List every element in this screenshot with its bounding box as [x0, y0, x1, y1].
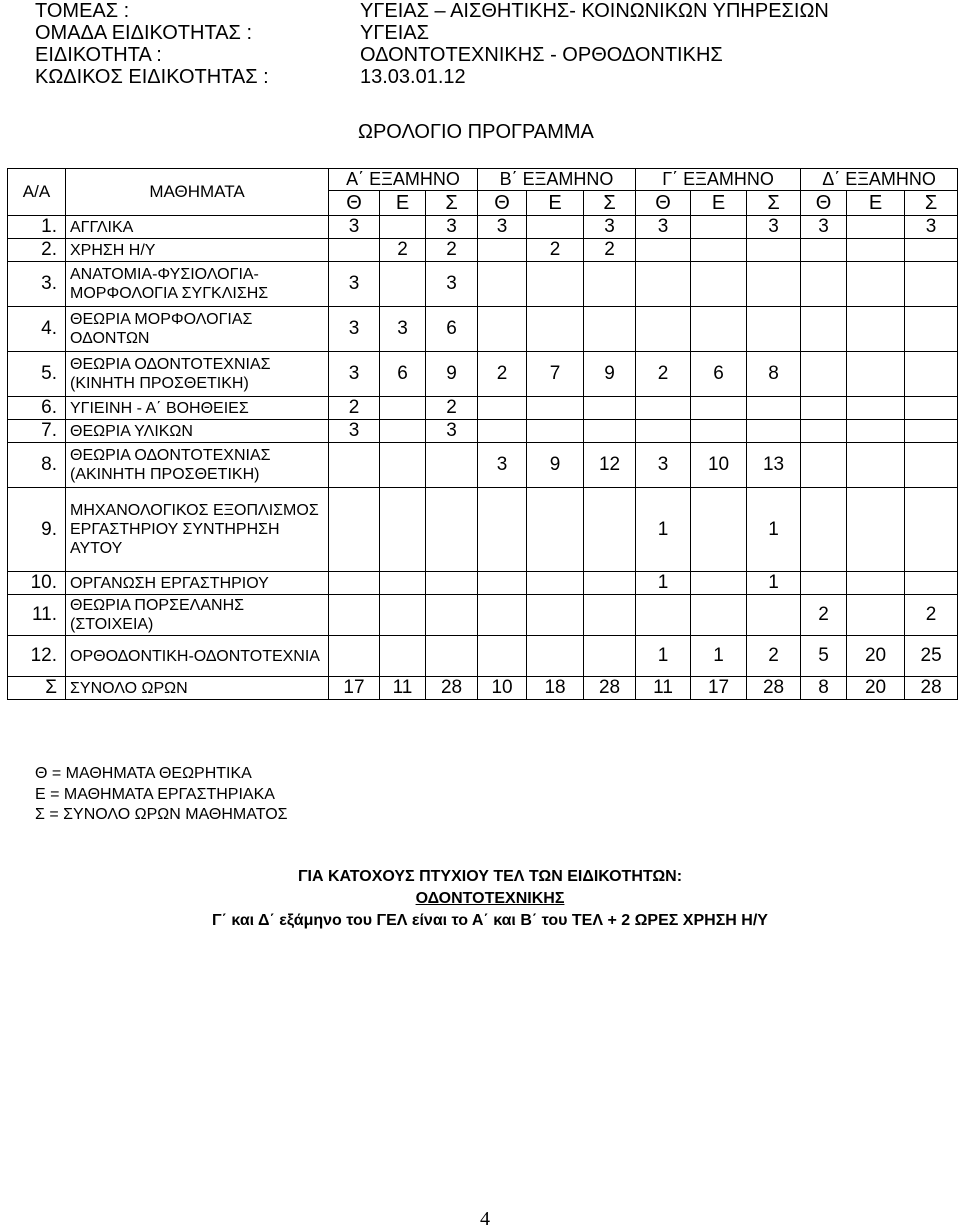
- schedule-table: [7, 168, 958, 700]
- hours-cell: [380, 636, 426, 677]
- hours-cell: 2: [905, 595, 958, 636]
- hours-cell: 2: [426, 397, 478, 420]
- hours-cell: [527, 420, 584, 443]
- hours-cell: [527, 636, 584, 677]
- header-value: ΥΓΕΙΑΣ – ΑΙΣΘΗΤΙΚΗΣ- ΚΟΙΝΩΝΙΚΩΝ ΥΠΗΡΕΣΙΩΝ: [360, 0, 829, 22]
- hours-cell: [380, 488, 426, 572]
- subheader-cell: Σ: [426, 191, 478, 216]
- subject-cell: ΣΥΝΟΛΟ ΩΡΩΝ: [66, 677, 329, 700]
- table-row: [8, 216, 958, 239]
- hours-cell: 3: [329, 216, 380, 239]
- hours-cell: [636, 239, 691, 262]
- hours-cell: [380, 262, 426, 307]
- hours-cell: 2: [478, 352, 527, 397]
- hours-cell: [478, 595, 527, 636]
- row-number: 9.: [8, 488, 66, 572]
- subject-cell: ΘΕΩΡΙΑ ΜΟΡΦΟΛΟΓΙΑΣ ΟΔΟΝΤΩΝ: [66, 307, 329, 352]
- hours-cell: 12: [584, 443, 636, 488]
- header-label: ΕΙΔΙΚΟΤΗΤΑ :: [35, 44, 162, 66]
- subheader-cell: Σ: [747, 191, 801, 216]
- hours-cell: 6: [691, 352, 747, 397]
- subject-cell: ΘΕΩΡΙΑ ΟΔΟΝΤΟΤΕΧΝΙΑΣ (ΑΚΙΝΗΤΗ ΠΡΟΣΘΕΤΙΚΗ): [66, 443, 329, 488]
- semester-header: Δ΄ ΕΞΑΜΗΝΟ: [801, 169, 958, 191]
- header-value: ΟΔΟΝΤΟΤΕΧΝΙΚΗΣ - ΟΡΘΟΔΟΝΤΙΚΗΣ: [360, 44, 723, 66]
- header-label: ΟΜΑΔΑ ΕΙΔΙΚΟΤΗΤΑΣ :: [35, 22, 253, 44]
- hours-cell: [329, 636, 380, 677]
- col-header-subjects: ΜΑΘΗΜΑΤΑ: [66, 169, 329, 216]
- header-label: ΚΩΔΙΚΟΣ ΕΙΔΙΚΟΤΗΤΑΣ :: [35, 66, 269, 88]
- document-header: [35, 0, 829, 88]
- hours-cell: 3: [584, 216, 636, 239]
- hours-cell: [801, 572, 847, 595]
- legend: [35, 764, 288, 826]
- hours-cell: 1: [747, 488, 801, 572]
- hours-cell: 3: [636, 443, 691, 488]
- hours-cell: [380, 397, 426, 420]
- row-number: 12.: [8, 636, 66, 677]
- hours-cell: [584, 636, 636, 677]
- hours-cell: 1: [636, 488, 691, 572]
- hours-cell: [527, 216, 584, 239]
- hours-cell: 3: [329, 420, 380, 443]
- hours-cell: 28: [747, 677, 801, 700]
- hours-cell: [329, 572, 380, 595]
- subject-cell: ΑΝΑΤΟΜΙΑ-ΦΥΣΙΟΛΟΓΙΑ-ΜΟΡΦΟΛΟΓΙΑ ΣΥΓΚΛΙΣΗΣ: [66, 262, 329, 307]
- table-row: [8, 307, 958, 352]
- hours-cell: 6: [380, 352, 426, 397]
- hours-cell: [527, 262, 584, 307]
- hours-cell: [747, 397, 801, 420]
- hours-cell: [584, 488, 636, 572]
- hours-cell: [380, 216, 426, 239]
- table-row: [8, 239, 958, 262]
- hours-cell: [691, 397, 747, 420]
- hours-cell: 5: [801, 636, 847, 677]
- subheader-cell: Ε: [691, 191, 747, 216]
- legend-item: Ε = ΜΑΘΗΜΑΤΑ ΕΡΓΑΣΤΗΡΙΑΚΑ: [35, 785, 275, 803]
- table-row: [8, 488, 958, 572]
- subject-cell: ΑΓΓΛΙΚΑ: [66, 216, 329, 239]
- hours-cell: 3: [329, 307, 380, 352]
- hours-cell: [801, 262, 847, 307]
- hours-cell: [426, 488, 478, 572]
- hours-cell: [747, 595, 801, 636]
- hours-cell: [527, 397, 584, 420]
- hours-cell: [636, 307, 691, 352]
- hours-cell: [801, 420, 847, 443]
- hours-cell: 11: [380, 677, 426, 700]
- hours-cell: 1: [747, 572, 801, 595]
- hours-cell: [527, 307, 584, 352]
- subheader-cell: Σ: [584, 191, 636, 216]
- row-number: 8.: [8, 443, 66, 488]
- hours-cell: [380, 572, 426, 595]
- hours-cell: [426, 443, 478, 488]
- subject-cell: ΘΕΩΡΙΑ ΟΔΟΝΤΟΤΕΧΝΙΑΣ (ΚΙΝΗΤΗ ΠΡΟΣΘΕΤΙΚΗ): [66, 352, 329, 397]
- footnote-line: ΟΔΟΝΤΟΤΕΧΝΙΚΗΣ: [415, 890, 565, 907]
- hours-cell: 13: [747, 443, 801, 488]
- hours-cell: [584, 397, 636, 420]
- hours-cell: [847, 307, 905, 352]
- hours-cell: [691, 572, 747, 595]
- hours-cell: 28: [905, 677, 958, 700]
- legend-item: Θ = ΜΑΘΗΜΑΤΑ ΘΕΩΡΗΤΙΚΑ: [35, 765, 252, 782]
- row-number: 5.: [8, 352, 66, 397]
- hours-cell: [478, 307, 527, 352]
- hours-cell: [801, 307, 847, 352]
- header-row-group: [35, 22, 829, 44]
- hours-cell: [691, 239, 747, 262]
- hours-cell: 8: [801, 677, 847, 700]
- hours-cell: [478, 420, 527, 443]
- subheader-cell: Ε: [527, 191, 584, 216]
- hours-cell: [329, 443, 380, 488]
- subheader-cell: Θ: [636, 191, 691, 216]
- hours-cell: [691, 488, 747, 572]
- hours-cell: [478, 239, 527, 262]
- hours-cell: [847, 216, 905, 239]
- page-title: ΩΡΟΛΟΓΙΟ ΠΡΟΓΡΑΜΜΑ: [358, 121, 594, 143]
- hours-cell: 3: [426, 420, 478, 443]
- row-number: 3.: [8, 262, 66, 307]
- hours-cell: 3: [801, 216, 847, 239]
- hours-cell: [847, 262, 905, 307]
- hours-cell: [691, 262, 747, 307]
- hours-cell: [847, 572, 905, 595]
- hours-cell: [905, 397, 958, 420]
- hours-cell: [905, 488, 958, 572]
- hours-cell: 20: [847, 677, 905, 700]
- semester-header: Γ΄ ΕΞΑΜΗΝΟ: [636, 169, 801, 191]
- subject-cell: ΘΕΩΡΙΑ ΥΛΙΚΩΝ: [66, 420, 329, 443]
- hours-cell: [691, 307, 747, 352]
- hours-cell: [905, 352, 958, 397]
- hours-cell: [527, 595, 584, 636]
- hours-cell: 8: [747, 352, 801, 397]
- hours-cell: [691, 420, 747, 443]
- hours-cell: 2: [329, 397, 380, 420]
- subject-cell: ΟΡΘΟΔΟΝΤΙΚΗ-ΟΔΟΝΤΟΤΕΧΝΙΑ: [66, 636, 329, 677]
- semester-header: Β΄ ΕΞΑΜΗΝΟ: [478, 169, 636, 191]
- hours-cell: [478, 572, 527, 595]
- hours-cell: 2: [380, 239, 426, 262]
- col-header-aa: Α/Α: [8, 169, 66, 216]
- hours-cell: 3: [426, 262, 478, 307]
- table-row: [8, 443, 958, 488]
- subheader-cell: Ε: [380, 191, 426, 216]
- footnote-line: ΓΙΑ ΚΑΤΟΧΟΥΣ ΠΤΥΧΙΟΥ ΤΕΛ ΤΩΝ ΕΙΔΙΚΟΤΗΤΩΝ:: [297, 868, 683, 885]
- hours-cell: [380, 595, 426, 636]
- hours-cell: [905, 307, 958, 352]
- hours-cell: [747, 262, 801, 307]
- subheader-cell: Θ: [329, 191, 380, 216]
- table-header-row: [8, 169, 958, 191]
- row-number: 4.: [8, 307, 66, 352]
- row-number: 1.: [8, 216, 66, 239]
- hours-cell: [426, 595, 478, 636]
- hours-cell: 3: [329, 262, 380, 307]
- hours-cell: [636, 420, 691, 443]
- header-label: ΤΟΜΕΑΣ :: [35, 0, 130, 22]
- hours-cell: [426, 572, 478, 595]
- hours-cell: [380, 420, 426, 443]
- hours-cell: 9: [527, 443, 584, 488]
- subject-cell: ΧΡΗΣΗ Η/Υ: [66, 239, 329, 262]
- subject-cell: ΘΕΩΡΙΑ ΠΟΡΣΕΛΑΝΗΣ (ΣΤΟΙΧΕΙΑ): [66, 595, 329, 636]
- hours-cell: [527, 488, 584, 572]
- hours-cell: [329, 595, 380, 636]
- hours-cell: [584, 262, 636, 307]
- hours-cell: 10: [691, 443, 747, 488]
- hours-cell: 3: [329, 352, 380, 397]
- hours-cell: [801, 352, 847, 397]
- hours-cell: [636, 595, 691, 636]
- hours-cell: [527, 572, 584, 595]
- header-value: ΥΓΕΙΑΣ: [360, 22, 429, 44]
- table-row: [8, 420, 958, 443]
- hours-cell: 9: [426, 352, 478, 397]
- table-row: [8, 572, 958, 595]
- hours-cell: 1: [636, 636, 691, 677]
- hours-cell: [584, 572, 636, 595]
- table-row: [8, 595, 958, 636]
- subheader-cell: Θ: [478, 191, 527, 216]
- hours-cell: 2: [584, 239, 636, 262]
- subheader-cell: Θ: [801, 191, 847, 216]
- hours-cell: [584, 307, 636, 352]
- table-row: [8, 636, 958, 677]
- hours-cell: 3: [905, 216, 958, 239]
- hours-cell: [691, 216, 747, 239]
- hours-cell: 3: [747, 216, 801, 239]
- hours-cell: [847, 595, 905, 636]
- hours-cell: [847, 352, 905, 397]
- header-row-sector: [35, 0, 829, 22]
- hours-cell: [426, 636, 478, 677]
- hours-cell: [847, 397, 905, 420]
- hours-cell: [691, 595, 747, 636]
- hours-cell: 20: [847, 636, 905, 677]
- hours-cell: [801, 443, 847, 488]
- hours-cell: 17: [329, 677, 380, 700]
- hours-cell: 3: [478, 443, 527, 488]
- table-row: [8, 262, 958, 307]
- table-row: [8, 397, 958, 420]
- header-row-code: [35, 66, 829, 88]
- hours-cell: 3: [478, 216, 527, 239]
- row-number: 7.: [8, 420, 66, 443]
- hours-cell: [905, 443, 958, 488]
- hours-cell: 7: [527, 352, 584, 397]
- hours-cell: [636, 262, 691, 307]
- hours-cell: [329, 488, 380, 572]
- hours-cell: 3: [636, 216, 691, 239]
- footnote-line: Γ΄ και Δ΄ εξάμηνο του ΓΕΛ είναι το Α΄ και Β΄ του ΤΕΛ + 2 ΩΡΕΣ ΧΡΗΣΗ Η/Υ: [212, 912, 768, 929]
- hours-cell: 9: [584, 352, 636, 397]
- semester-header: Α΄ ΕΞΑΜΗΝΟ: [329, 169, 478, 191]
- hours-cell: [905, 262, 958, 307]
- hours-cell: 2: [801, 595, 847, 636]
- subject-cell: ΜΗΧΑΝΟΛΟΓΙΚΟΣ ΕΞΟΠΛΙΣΜΟΣ ΕΡΓΑΣΤΗΡΙΟΥ ΣΥΝΤΗΡΗΣΗ ΑΥΤΟΥ: [66, 488, 329, 572]
- hours-cell: [747, 239, 801, 262]
- hours-cell: [801, 397, 847, 420]
- hours-cell: [380, 443, 426, 488]
- hours-cell: 6: [426, 307, 478, 352]
- hours-cell: 2: [527, 239, 584, 262]
- hours-cell: [584, 420, 636, 443]
- subject-cell: ΥΓΙΕΙΝΗ - Α΄ ΒΟΗΘΕΙΕΣ: [66, 397, 329, 420]
- subject-cell: ΟΡΓΑΝΩΣΗ ΕΡΓΑΣΤΗΡΙΟΥ: [66, 572, 329, 595]
- hours-cell: 10: [478, 677, 527, 700]
- hours-cell: [478, 636, 527, 677]
- hours-cell: 2: [747, 636, 801, 677]
- hours-cell: [747, 307, 801, 352]
- hours-cell: 2: [636, 352, 691, 397]
- hours-cell: [329, 239, 380, 262]
- total-row: [8, 677, 958, 700]
- hours-cell: 1: [636, 572, 691, 595]
- hours-cell: [905, 239, 958, 262]
- hours-cell: 1: [691, 636, 747, 677]
- row-number: 10.: [8, 572, 66, 595]
- hours-cell: [905, 572, 958, 595]
- hours-cell: [636, 397, 691, 420]
- hours-cell: [801, 488, 847, 572]
- hours-cell: 25: [905, 636, 958, 677]
- row-number: 6.: [8, 397, 66, 420]
- hours-cell: [747, 420, 801, 443]
- row-number: 11.: [8, 595, 66, 636]
- legend-item: Σ = ΣΥΝΟΛΟ ΩΡΩΝ ΜΑΘΗΜΑΤΟΣ: [35, 806, 288, 823]
- hours-cell: [584, 595, 636, 636]
- hours-cell: [847, 420, 905, 443]
- hours-cell: 28: [426, 677, 478, 700]
- hours-cell: [478, 262, 527, 307]
- row-number: 2.: [8, 239, 66, 262]
- hours-cell: 18: [527, 677, 584, 700]
- hours-cell: [478, 488, 527, 572]
- hours-cell: [847, 239, 905, 262]
- hours-cell: [905, 420, 958, 443]
- hours-cell: 17: [691, 677, 747, 700]
- page-number: 4: [480, 1208, 490, 1230]
- hours-cell: [478, 397, 527, 420]
- subheader-cell: Ε: [847, 191, 905, 216]
- subheader-cell: Σ: [905, 191, 958, 216]
- row-number: Σ: [8, 677, 66, 700]
- footnote: [0, 866, 960, 932]
- hours-cell: [801, 239, 847, 262]
- header-value: 13.03.01.12: [360, 66, 466, 88]
- header-row-specialty: [35, 44, 829, 66]
- hours-cell: [847, 488, 905, 572]
- hours-cell: 3: [426, 216, 478, 239]
- hours-cell: [847, 443, 905, 488]
- hours-cell: 28: [584, 677, 636, 700]
- hours-cell: 3: [380, 307, 426, 352]
- hours-cell: 11: [636, 677, 691, 700]
- table-row: [8, 352, 958, 397]
- hours-cell: 2: [426, 239, 478, 262]
